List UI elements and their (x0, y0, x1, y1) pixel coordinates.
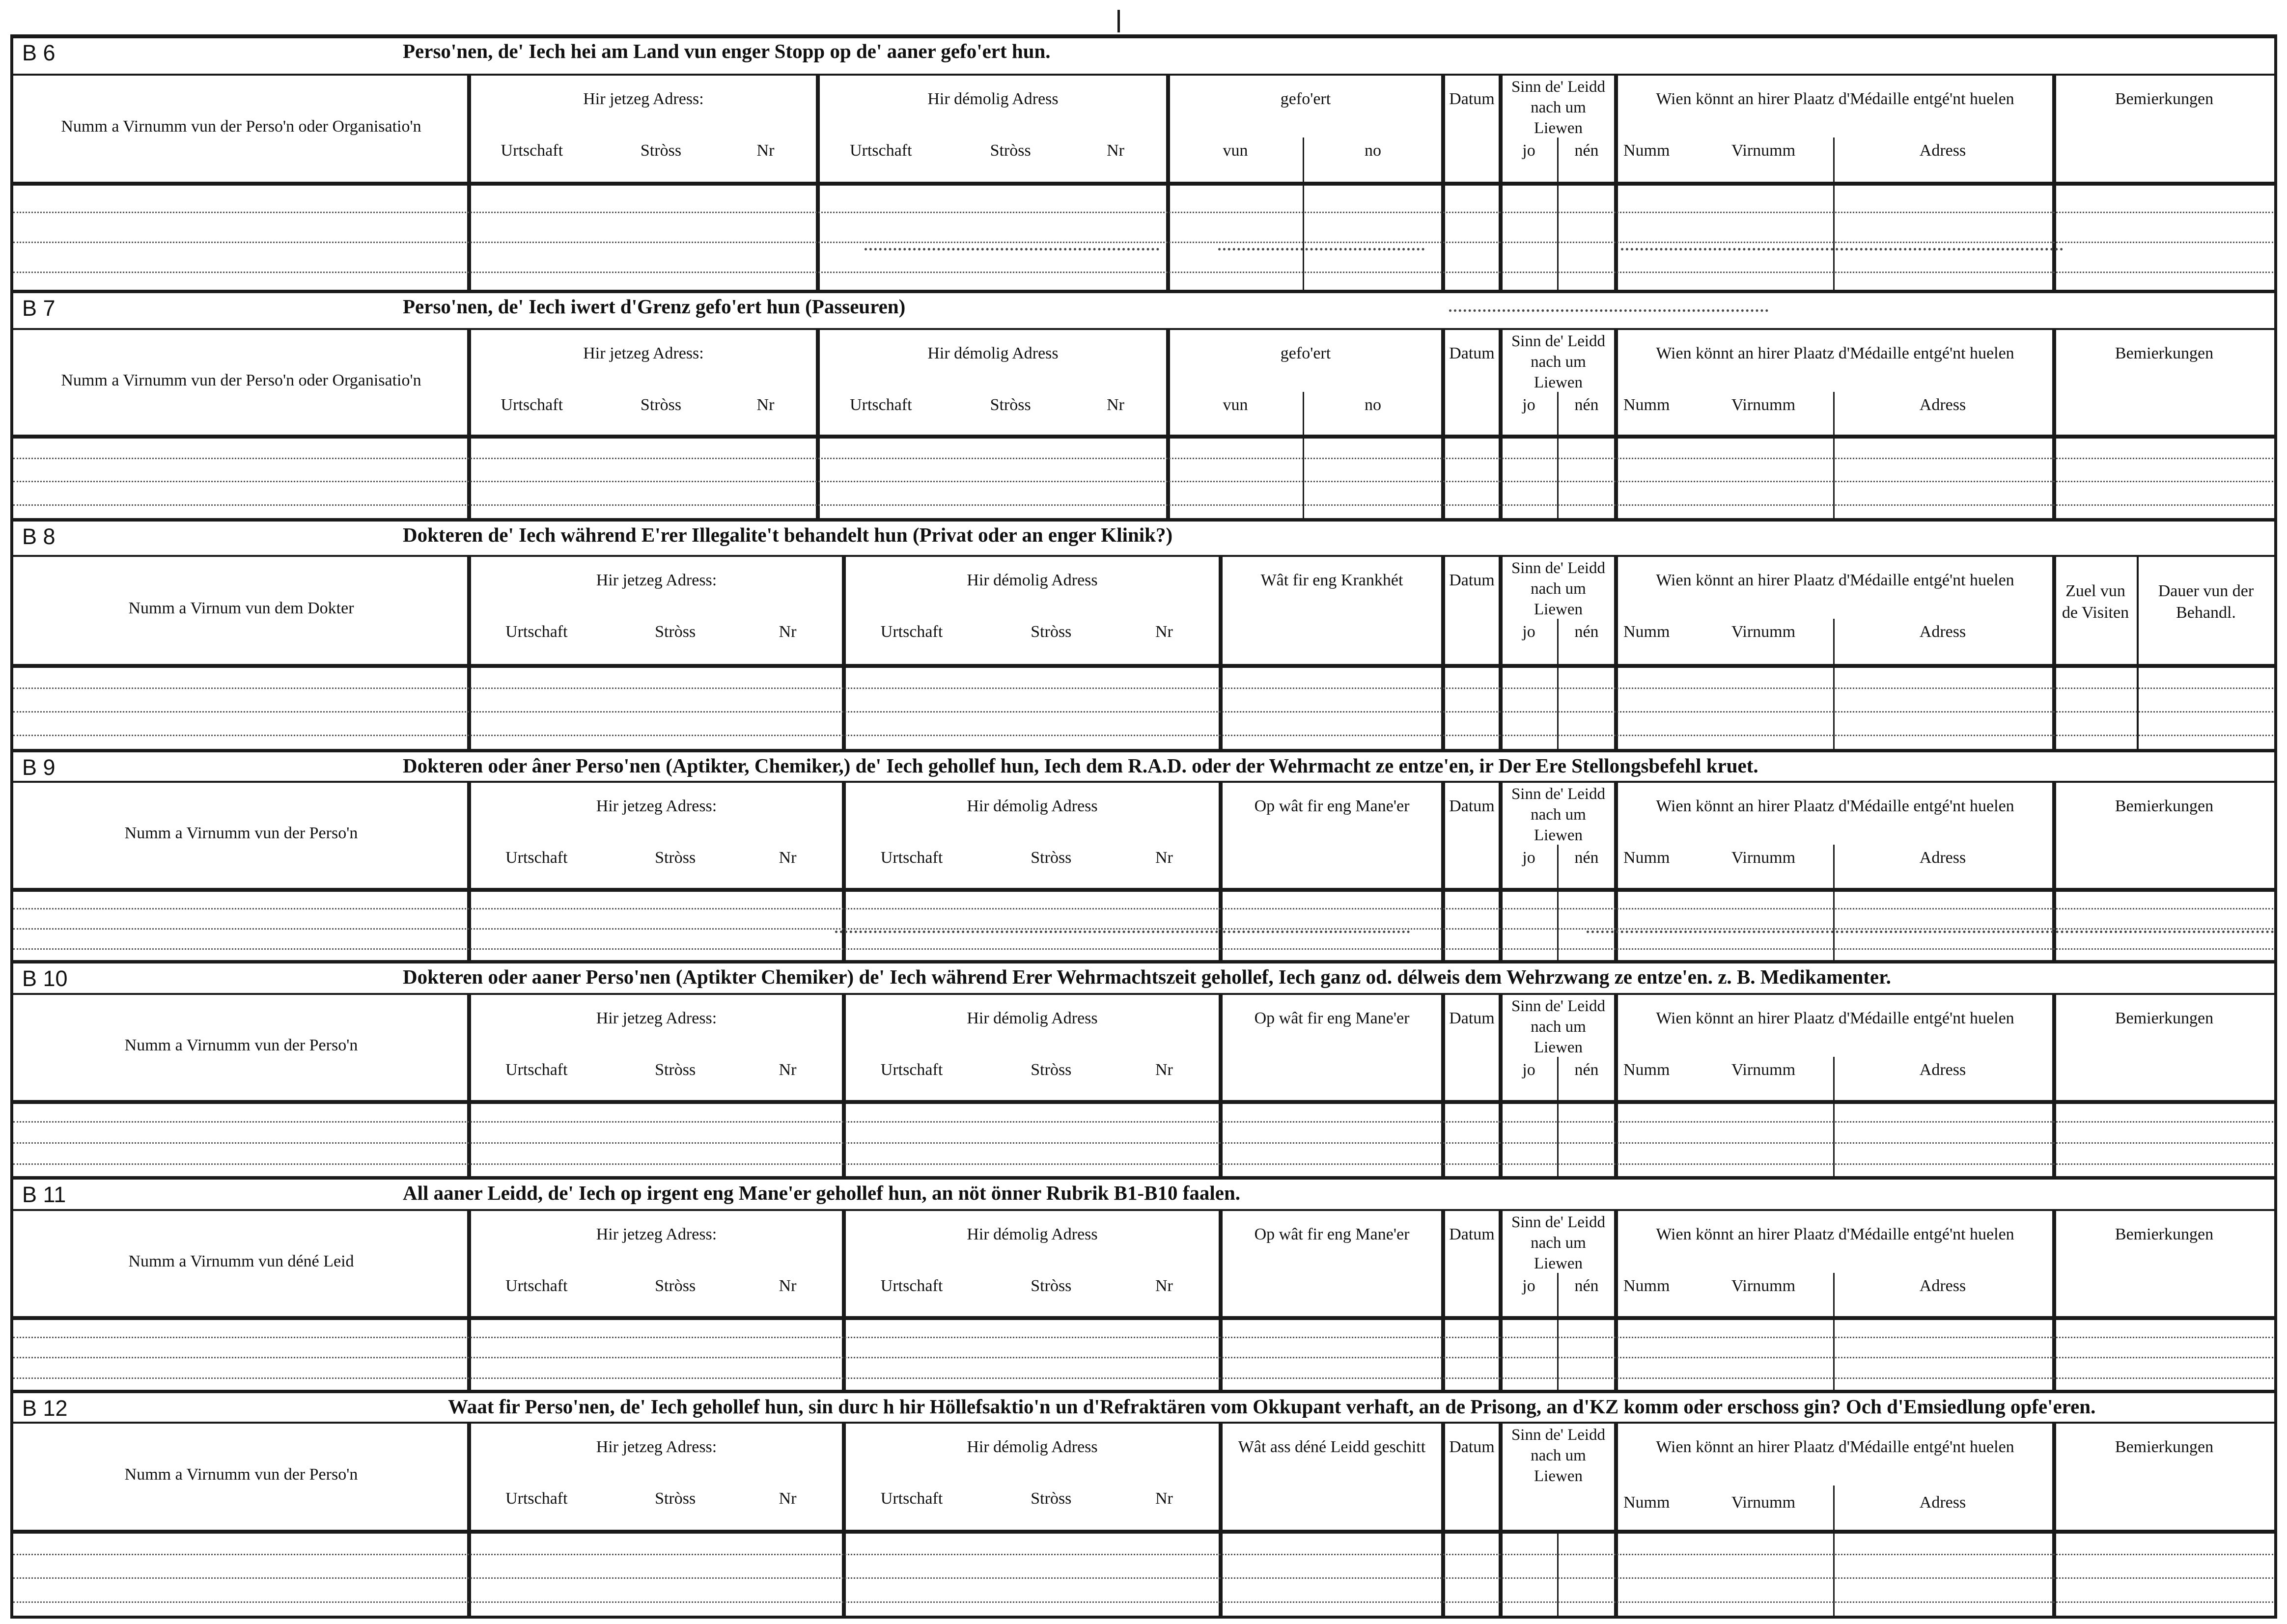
medal-numm: Numm (1623, 1061, 1670, 1079)
current-address-header: Hir jetzeg Adress: (596, 571, 717, 589)
current-address-header: Hir jetzeg Adress: (596, 1225, 717, 1243)
former-address-header: Hir démolig Adress (967, 1225, 1098, 1243)
gefoert-no: no (1365, 396, 1381, 414)
extra-column-header: Op wât fir eng Mane'er (1254, 1225, 1410, 1243)
column-divider (2052, 1209, 2056, 1390)
section-top-rule (10, 749, 2277, 752)
datum-header: Datum (1449, 344, 1495, 362)
former-address-stross: Stròss (990, 396, 1031, 414)
medal-header: Wien könnt an hirer Plaatz d'Médaille entgé'nt huelen (1656, 1009, 2014, 1027)
header-top-rule (10, 1422, 2277, 1424)
header-top-rule (10, 781, 2277, 783)
column-divider (816, 74, 820, 290)
datum-header: Datum (1449, 797, 1495, 815)
medal-virnumm: Virnumm (1731, 623, 1796, 641)
current-address-urtschaft: Urtschaft (505, 1277, 568, 1295)
entry-dotted-line (13, 1601, 2273, 1603)
column-divider (1219, 1422, 1223, 1616)
header-bottom-rule (10, 888, 2277, 892)
entry-dotted-line (13, 481, 2273, 482)
section-code: B 11 (22, 1182, 66, 1207)
medal-header: Wien könnt an hirer Plaatz d'Médaille entgé'nt huelen (1656, 797, 2014, 815)
section-title: Perso'nen, de' Iech hei am Land vun enger Stopp op de' aaner gefo'ert hun. (403, 40, 1051, 62)
medal-numm: Numm (1623, 849, 1670, 867)
frame-bottom-border (10, 1616, 2277, 1619)
former-address-nr: Nr (1155, 1489, 1173, 1508)
section-top-rule (10, 960, 2277, 963)
current-address-header: Hir jetzeg Adress: (596, 797, 717, 815)
former-address-header: Hir démolig Adress (967, 1438, 1098, 1456)
column-divider (2052, 1422, 2056, 1616)
alive-nen: nén (1574, 141, 1599, 160)
frame-right-border (2274, 34, 2277, 1616)
medal-virnumm: Virnumm (1731, 1493, 1796, 1512)
column-divider (1219, 1209, 1223, 1390)
former-address-urtschaft: Urtschaft (880, 1061, 943, 1079)
current-address-urtschaft: Urtschaft (505, 849, 568, 867)
former-address-nr: Nr (1155, 1061, 1173, 1079)
column-divider (1614, 1422, 1618, 1616)
column-divider (1614, 328, 1618, 518)
former-address-nr: Nr (1107, 141, 1124, 160)
section-title: Waat fir Perso'nen, de' Iech gehollef hun, sin durc h hir Höllefsaktio'n un d'Refraktären vom Okkupant verhaft, an de Prisong, an d'KZ komm oder erschoss gin? Och d'Emsiedlung opfe'eren. (448, 1395, 2096, 1418)
medal-adress: Adress (1919, 141, 1966, 160)
alive-sub-divider (1557, 392, 1559, 518)
header-top-rule (10, 1209, 2277, 1211)
entry-dotted-line (13, 504, 2273, 506)
alive-nen: nén (1574, 396, 1599, 414)
gefoert-vun: vun (1223, 396, 1248, 414)
section-code: B 8 (22, 524, 56, 549)
top-tick-mark (1117, 10, 1120, 32)
alive-jo: jo (1522, 396, 1535, 414)
duration-header: Dauer vun der Behandl. (2158, 582, 2254, 622)
scan-artifact (1449, 309, 1768, 314)
entry-dotted-line (13, 948, 2273, 950)
former-address-header: Hir démolig Adress (967, 571, 1098, 589)
medal-adress: Adress (1919, 849, 1966, 867)
header-top-rule (10, 74, 2277, 76)
former-address-stross: Stròss (1031, 1277, 1072, 1295)
alive-sub-divider (1557, 138, 1559, 290)
gefoert-vun: vun (1223, 141, 1248, 160)
medal-header: Wien könnt an hirer Plaatz d'Médaille entgé'nt huelen (1656, 1225, 2014, 1243)
column-divider (2052, 993, 2056, 1176)
column-divider (1614, 993, 1618, 1176)
former-address-stross: Stròss (1031, 1061, 1072, 1079)
current-address-stross: Stròss (655, 623, 696, 641)
section-code: B 12 (22, 1396, 68, 1421)
section-code: B 6 (22, 40, 56, 65)
column-divider (467, 781, 471, 960)
remarks-header: Bemierkungen (2115, 797, 2214, 815)
former-address-header: Hir démolig Adress (927, 344, 1059, 362)
former-address-urtschaft: Urtschaft (850, 396, 912, 414)
alive-header: Sinn de' Leidd nach um Liewen (1511, 332, 1606, 391)
current-address-header: Hir jetzeg Adress: (583, 344, 704, 362)
current-address-urtschaft: Urtschaft (505, 1061, 568, 1079)
medal-header: Wien könnt an hirer Plaatz d'Médaille entgé'nt huelen (1656, 1438, 2014, 1456)
entry-dotted-line (13, 735, 2273, 736)
column-divider (1614, 74, 1618, 290)
remarks-header: Bemierkungen (2115, 344, 2214, 362)
entry-dotted-line (13, 1121, 2273, 1123)
scan-artifact (835, 931, 1218, 935)
column-divider (816, 328, 820, 518)
former-address-stross: Stròss (1031, 623, 1072, 641)
name-column-header: Numm a Virnumm vun der Perso'n (124, 824, 358, 842)
column-divider (467, 74, 471, 290)
entry-dotted-line (13, 1163, 2273, 1165)
current-address-stross: Stròss (640, 396, 682, 414)
section-code: B 7 (22, 296, 56, 321)
alive-header: Sinn de' Leidd nach um Liewen (1511, 785, 1606, 844)
gefoert-no: no (1365, 141, 1381, 160)
remarks-header: Bemierkungen (2115, 90, 2214, 108)
section-top-rule (10, 1390, 2277, 1393)
medal-sub-divider (1833, 1057, 1835, 1176)
section-title: Dokteren oder aaner Perso'nen (Aptikter Chemiker) de' Iech während Erer Wehrmachtszeit gehollef, Iech ganz od. délweis dem Wehrzwang ze entze'en. z. B. Medikamenter. (403, 965, 1891, 988)
scan-artifact (1587, 931, 2274, 935)
current-address-header: Hir jetzeg Adress: (596, 1438, 717, 1456)
section-top-rule (10, 34, 2277, 38)
header-top-rule (10, 328, 2277, 330)
current-address-stross: Stròss (640, 141, 682, 160)
section-top-rule (10, 290, 2277, 293)
medal-adress: Adress (1919, 1277, 1966, 1295)
column-divider (467, 328, 471, 518)
section-top-rule (10, 1176, 2277, 1180)
column-divider (1166, 328, 1170, 518)
entry-dotted-line (13, 458, 2273, 459)
former-address-stross: Stròss (990, 141, 1031, 160)
medal-virnumm: Virnumm (1731, 1061, 1796, 1079)
current-address-stross: Stròss (655, 1489, 696, 1508)
column-divider (467, 1209, 471, 1390)
entry-dotted-line (13, 1357, 2273, 1358)
name-column-header: Numm a Virnumm vun déné Leid (128, 1252, 354, 1270)
column-divider (842, 555, 846, 749)
header-bottom-rule (10, 435, 2277, 439)
alive-header: Sinn de' Leidd nach um Liewen (1511, 559, 1606, 618)
medal-virnumm: Virnumm (1731, 396, 1796, 414)
column-divider (2052, 74, 2056, 290)
current-address-nr: Nr (756, 396, 775, 414)
gefoert-sub-divider (1303, 138, 1304, 290)
datum-header: Datum (1449, 1438, 1495, 1456)
scan-artifact (1621, 248, 2063, 252)
alive-sub-divider (1557, 1057, 1559, 1176)
header-bottom-rule (10, 664, 2277, 668)
alive-sub-divider (1557, 845, 1559, 960)
current-address-nr: Nr (756, 141, 775, 160)
scan-artifact (1218, 248, 1424, 252)
medal-sub-divider (1833, 619, 1835, 749)
alive-jo: jo (1522, 849, 1535, 867)
column-divider (842, 1422, 846, 1616)
current-address-nr: Nr (779, 849, 797, 867)
alive-header: Sinn de' Leidd nach um Liewen (1511, 78, 1606, 137)
medal-header: Wien könnt an hirer Plaatz d'Médaille entgé'nt huelen (1656, 571, 2014, 589)
alive-jo: jo (1522, 1061, 1535, 1079)
remarks-header: Bemierkungen (2115, 1438, 2214, 1456)
header-bottom-rule (10, 1316, 2277, 1320)
alive-nen: nén (1574, 1277, 1599, 1295)
column-divider (842, 993, 846, 1176)
former-address-nr: Nr (1155, 849, 1173, 867)
entry-dotted-line (13, 1577, 2273, 1579)
alive-jo: jo (1522, 1277, 1535, 1295)
column-divider (1614, 555, 1618, 749)
section-code: B 9 (22, 755, 56, 780)
section-title: Dokteren oder âner Perso'nen (Aptikter, Chemiker,) de' Iech gehollef hun, Iech dem R.A.D. oder der Wehrmacht ze entze'en, ir Der Ere Stellongsbefehl kruet. (403, 754, 1758, 777)
extra-column-header: Wât ass déné Leidd geschitt (1238, 1438, 1426, 1456)
datum-header: Datum (1449, 571, 1495, 589)
extra-column-header: Op wât fir eng Mane'er (1254, 1009, 1410, 1027)
medal-adress: Adress (1919, 1061, 1966, 1079)
alive-sub-divider (1557, 619, 1559, 749)
medal-virnumm: Virnumm (1731, 849, 1796, 867)
alive-jo: jo (1522, 141, 1535, 160)
section-top-rule (10, 518, 2277, 522)
column-divider (842, 1209, 846, 1390)
entry-dotted-line (13, 242, 2273, 243)
extra-column-header: Op wât fir eng Mane'er (1254, 797, 1410, 815)
medal-virnumm: Virnumm (1731, 1277, 1796, 1295)
current-address-header: Hir jetzeg Adress: (596, 1009, 717, 1027)
current-address-nr: Nr (779, 1277, 797, 1295)
medal-numm: Numm (1623, 396, 1670, 414)
former-address-nr: Nr (1107, 396, 1124, 414)
gefoert-sub-divider (1303, 392, 1304, 518)
column-divider (1219, 993, 1223, 1176)
column-divider (1614, 1209, 1618, 1390)
name-column-header: Numm a Virnumm vun der Perso'n (124, 1465, 358, 1484)
alive-nen: nén (1574, 623, 1599, 641)
remarks-header: Bemierkungen (2115, 1009, 2214, 1027)
current-address-stross: Stròss (655, 849, 696, 867)
gefoert-header: gefo'ert (1280, 344, 1331, 362)
medal-sub-divider (1833, 845, 1835, 960)
former-address-stross: Stròss (1031, 849, 1072, 867)
name-column-header: Numm a Virnumm vun der Perso'n (124, 1036, 358, 1054)
datum-header: Datum (1449, 1009, 1495, 1027)
scan-artifact (1223, 931, 1410, 935)
extra-column-header: Wât fir eng Krankhét (1260, 571, 1403, 589)
current-address-nr: Nr (779, 1489, 797, 1508)
section-code: B 10 (22, 966, 68, 991)
current-address-urtschaft: Urtschaft (505, 623, 568, 641)
alive-header: Sinn de' Leidd nach um Liewen (1511, 997, 1606, 1056)
datum-header: Datum (1449, 90, 1495, 108)
header-bottom-rule (10, 1530, 2277, 1534)
medal-numm: Numm (1623, 1277, 1670, 1295)
section-title: All aaner Leidd, de' Iech op irgent eng Mane'er gehollef hun, an nöt önner Rubrik B1-B10 faalen. (403, 1182, 1241, 1204)
entry-dotted-line (13, 1554, 2273, 1555)
name-column-header: Numm a Virnumm vun der Perso'n oder Organisatio'n (61, 371, 421, 389)
column-divider (467, 993, 471, 1176)
column-divider (467, 1422, 471, 1616)
medal-sub-divider (1833, 138, 1835, 290)
medal-header: Wien könnt an hirer Plaatz d'Médaille entgé'nt huelen (1656, 344, 2014, 362)
datum-header: Datum (1449, 1225, 1495, 1243)
alive-nen: nén (1574, 1061, 1599, 1079)
medal-numm: Numm (1623, 141, 1670, 160)
entry-dotted-line (13, 688, 2273, 689)
former-address-urtschaft: Urtschaft (880, 849, 943, 867)
former-address-stross: Stròss (1031, 1489, 1072, 1508)
gefoert-header: gefo'ert (1280, 90, 1331, 108)
entry-dotted-line (13, 1377, 2273, 1379)
section-title: Perso'nen, de' Iech iwert d'Grenz gefo'ert hun (Passeuren) (403, 295, 906, 318)
former-address-urtschaft: Urtschaft (880, 1277, 943, 1295)
entry-dotted-line (13, 1337, 2273, 1338)
name-column-header: Numm a Virnumm vun der Perso'n oder Organisatio'n (61, 117, 421, 136)
former-address-header: Hir démolig Adress (927, 90, 1059, 108)
entry-dotted-line (13, 272, 2273, 273)
medal-virnumm: Virnumm (1731, 141, 1796, 160)
medal-sub-divider (1833, 392, 1835, 518)
current-address-nr: Nr (779, 1061, 797, 1079)
current-address-urtschaft: Urtschaft (505, 1489, 568, 1508)
current-address-nr: Nr (779, 623, 797, 641)
medal-header: Wien könnt an hirer Plaatz d'Médaille entgé'nt huelen (1656, 90, 2014, 108)
column-divider (1166, 74, 1170, 290)
medal-sub-divider (1833, 1486, 1835, 1616)
former-address-urtschaft: Urtschaft (880, 1489, 943, 1508)
entry-dotted-line (13, 908, 2273, 909)
former-address-urtschaft: Urtschaft (880, 623, 943, 641)
alive-sub-divider (1557, 1273, 1559, 1390)
header-bottom-rule (10, 182, 2277, 186)
visits-divider (2137, 555, 2139, 749)
medal-sub-divider (1833, 1273, 1835, 1390)
alive-nen: nén (1574, 849, 1599, 867)
former-address-header: Hir démolig Adress (967, 797, 1098, 815)
medal-numm: Numm (1623, 1493, 1670, 1512)
medal-adress: Adress (1919, 396, 1966, 414)
current-address-urtschaft: Urtschaft (501, 141, 563, 160)
alive-jo: jo (1522, 623, 1535, 641)
alive-header: Sinn de' Leidd nach um Liewen (1511, 1426, 1606, 1485)
name-column-header: Numm a Virnum vun dem Dokter (128, 599, 354, 617)
column-divider (467, 555, 471, 749)
visits-header: Zuel vun de Visiten (2062, 582, 2129, 622)
entry-dotted-line (13, 928, 2273, 930)
former-address-header: Hir démolig Adress (967, 1009, 1098, 1027)
current-address-stross: Stròss (655, 1277, 696, 1295)
column-divider (1219, 555, 1223, 749)
entry-dotted-line (13, 212, 2273, 213)
current-address-urtschaft: Urtschaft (501, 396, 563, 414)
header-top-rule (10, 555, 2277, 557)
column-divider (2052, 328, 2056, 518)
medal-adress: Adress (1919, 1493, 1966, 1512)
medal-adress: Adress (1919, 623, 1966, 641)
current-address-header: Hir jetzeg Adress: (583, 90, 704, 108)
former-address-nr: Nr (1155, 623, 1173, 641)
column-divider (2052, 555, 2056, 749)
former-address-urtschaft: Urtschaft (850, 141, 912, 160)
entry-dotted-line (13, 1142, 2273, 1144)
alive-header: Sinn de' Leidd nach um Liewen (1511, 1213, 1606, 1272)
current-address-stross: Stròss (655, 1061, 696, 1079)
section-title: Dokteren de' Iech während E'rer Illegalite't behandelt hun (Privat oder an enger Klinik?) (403, 523, 1173, 546)
header-top-rule (10, 993, 2277, 995)
scan-artifact (865, 248, 1159, 252)
former-address-nr: Nr (1155, 1277, 1173, 1295)
medal-numm: Numm (1623, 623, 1670, 641)
header-bottom-rule (10, 1100, 2277, 1104)
column-divider (1219, 781, 1223, 960)
remarks-header: Bemierkungen (2115, 1225, 2214, 1243)
entry-dotted-line (13, 711, 2273, 713)
